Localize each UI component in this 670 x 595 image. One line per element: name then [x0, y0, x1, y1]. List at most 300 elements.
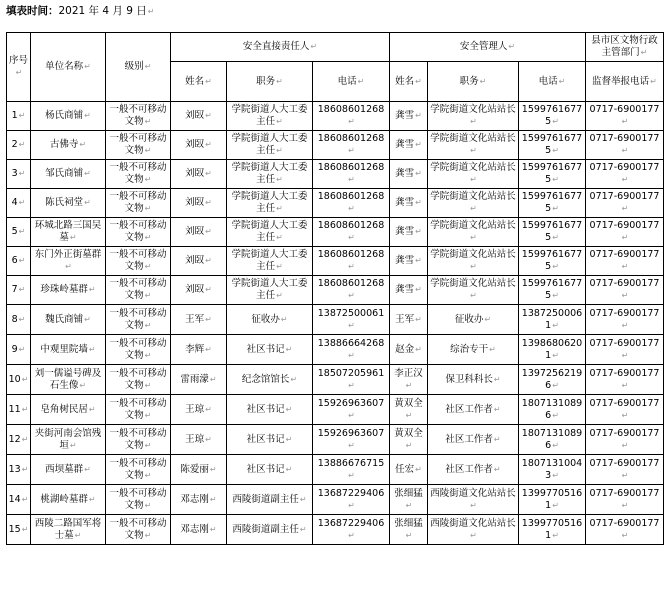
- cell-direct-name: 刘臤↵: [171, 247, 227, 276]
- paragraph-mark-icon: ↵: [621, 175, 629, 184]
- cell-manager-name: 张细猛↵: [390, 515, 428, 545]
- cell-direct-phone: 18608601268↵: [313, 131, 390, 160]
- cell-seq: 5↵: [7, 218, 31, 247]
- cell-direct-position: 纪念馆馆长↵: [227, 365, 313, 395]
- cell-manager-name: 王军↵: [390, 305, 428, 335]
- cell-manager-phone: 13872500061↵: [519, 305, 586, 335]
- cell-seq: 14↵: [7, 485, 31, 515]
- cell-level: 一般不可移动文物↵: [106, 276, 171, 305]
- paragraph-mark-icon: ↵: [144, 410, 152, 420]
- fill-date-value: 2021 年 4 月 9 日: [58, 5, 147, 17]
- cell-direct-phone: 13872500061↵: [313, 305, 390, 335]
- paragraph-mark-icon: ↵: [621, 204, 629, 213]
- paragraph-mark-icon: ↵: [69, 440, 77, 450]
- cell-direct-phone: 18608601268↵: [313, 160, 390, 189]
- table-row: [7, 276, 664, 305]
- table-row: [7, 160, 664, 189]
- paragraph-mark-icon: ↵: [21, 464, 29, 474]
- paragraph-mark-icon: ↵: [205, 285, 212, 294]
- paragraph-mark-icon: ↵: [280, 314, 288, 324]
- heritage-safety-table: [6, 32, 664, 545]
- fill-date: [6, 3, 154, 18]
- paragraph-mark-icon: ↵: [21, 494, 29, 504]
- paragraph-mark-icon: ↵: [144, 175, 152, 184]
- cell-seq: 1↵: [7, 102, 31, 131]
- cell-level: 一般不可移动文物↵: [106, 131, 171, 160]
- paragraph-mark-icon: ↵: [470, 146, 477, 155]
- paragraph-mark-icon: ↵: [276, 204, 283, 213]
- cell-manager-position: 保卫科科长↵: [428, 365, 519, 395]
- cell-manager-position: 社区工作者↵: [428, 395, 519, 425]
- paragraph-mark-icon: ↵: [348, 117, 355, 126]
- cell-seq: 3↵: [7, 160, 31, 189]
- cell-direct-phone: 15926963607↵: [313, 425, 390, 455]
- cell-direct-phone: 18507205961↵: [313, 365, 390, 395]
- cell-supervise-phone: 0717-6900177↵: [586, 485, 664, 515]
- cell-manager-phone: 15997616775↵: [519, 276, 586, 305]
- paragraph-mark-icon: ↵: [79, 140, 87, 149]
- table-row: [7, 102, 664, 131]
- paragraph-mark-icon: ↵: [144, 380, 152, 390]
- paragraph-mark-icon: ↵: [205, 140, 212, 149]
- cell-direct-position: 学院街道人大工委主任↵: [227, 276, 313, 305]
- paragraph-mark-icon: ↵: [144, 500, 152, 510]
- cell-manager-phone: 15997616775↵: [519, 247, 586, 276]
- header-manager-name: 姓名↵: [390, 62, 428, 102]
- paragraph-mark-icon: ↵: [415, 140, 422, 149]
- paragraph-mark-icon: ↵: [18, 169, 26, 178]
- paragraph-mark-icon: ↵: [205, 404, 212, 414]
- table-row: [7, 218, 664, 247]
- paragraph-mark-icon: ↵: [621, 500, 629, 510]
- paragraph-mark-icon: ↵: [84, 464, 91, 474]
- cell-unit: 杨氏商铺↵: [31, 102, 106, 131]
- paragraph-mark-icon: ↵: [405, 410, 413, 420]
- paragraph-mark-icon: ↵: [415, 227, 422, 236]
- cell-manager-phone: 18071310043↵: [519, 455, 586, 485]
- cell-direct-name: 刘臤↵: [171, 131, 227, 160]
- paragraph-mark-icon: ↵: [21, 434, 29, 444]
- paragraph-mark-icon: ↵: [144, 233, 152, 242]
- paragraph-mark-icon: ↵: [285, 464, 293, 474]
- paragraph-mark-icon: ↵: [415, 344, 422, 354]
- paragraph-mark-icon: ↵: [144, 320, 152, 330]
- paragraph-mark-icon: ↵: [144, 350, 152, 360]
- cell-level: 一般不可移动文物↵: [106, 247, 171, 276]
- paragraph-mark-icon: ↵: [276, 175, 283, 184]
- paragraph-mark-icon: ↵: [299, 494, 307, 504]
- header-unit: 单位名称↵: [31, 33, 106, 102]
- paragraph-mark-icon: ↵: [415, 285, 422, 294]
- paragraph-mark-icon: ↵: [88, 404, 96, 414]
- cell-direct-name: 刘臤↵: [171, 276, 227, 305]
- table-row: [7, 305, 664, 335]
- table-row: [7, 515, 664, 545]
- cell-supervise-phone: 0717-6900177↵: [586, 276, 664, 305]
- cell-seq: 9↵: [7, 335, 31, 365]
- paragraph-mark-icon: ↵: [552, 175, 559, 184]
- paragraph-mark-icon: ↵: [348, 530, 355, 540]
- cell-manager-position: 社区工作者↵: [428, 455, 519, 485]
- paragraph-mark-icon: ↵: [209, 374, 217, 384]
- cell-manager-position: 学院街道文化站站长↵: [428, 160, 519, 189]
- cell-direct-name: 邓志刚↵: [171, 485, 227, 515]
- paragraph-mark-icon: ↵: [493, 464, 501, 474]
- paragraph-mark-icon: ↵: [348, 440, 355, 450]
- cell-manager-name: 龚雪↵: [390, 131, 428, 160]
- paragraph-mark-icon: ↵: [205, 169, 212, 178]
- paragraph-mark-icon: ↵: [621, 440, 629, 450]
- cell-manager-phone: 15997616775↵: [519, 131, 586, 160]
- paragraph-mark-icon: ↵: [18, 111, 26, 120]
- fill-date-label: 填表时间：: [6, 5, 59, 17]
- cell-seq: 10↵: [7, 365, 31, 395]
- cell-unit: 古佛寺↵: [31, 131, 106, 160]
- paragraph-mark-icon: ↵: [348, 380, 355, 390]
- paragraph-mark-icon: ↵: [621, 530, 629, 540]
- cell-direct-position: 社区书记↵: [227, 335, 313, 365]
- paragraph-mark-icon: ↵: [493, 374, 501, 384]
- cell-manager-phone: 13986806201↵: [519, 335, 586, 365]
- paragraph-mark-icon: ↵: [348, 175, 355, 184]
- paragraph-mark-icon: ↵: [470, 530, 477, 540]
- cell-supervise-phone: 0717-6900177↵: [586, 425, 664, 455]
- paragraph-mark-icon: ↵: [552, 470, 559, 480]
- paragraph-mark-icon: ↵: [415, 256, 422, 265]
- paragraph-mark-icon: ↵: [205, 344, 212, 354]
- cell-seq: 2↵: [7, 131, 31, 160]
- paragraph-mark-icon: ↵: [470, 117, 477, 126]
- header-row-groups: [7, 33, 664, 62]
- cell-seq: 12↵: [7, 425, 31, 455]
- cell-level: 一般不可移动文物↵: [106, 395, 171, 425]
- paragraph-mark-icon: ↵: [405, 380, 413, 390]
- paragraph-mark-icon: ↵: [415, 111, 422, 120]
- paragraph-mark-icon: ↵: [285, 344, 293, 354]
- paragraph-mark-icon: ↵: [470, 204, 477, 213]
- paragraph-mark-icon: ↵: [552, 204, 559, 213]
- cell-direct-name: 刘臤↵: [171, 189, 227, 218]
- cell-seq: 11↵: [7, 395, 31, 425]
- paragraph-mark-icon: ↵: [79, 380, 87, 390]
- paragraph-mark-icon: ↵: [621, 117, 629, 126]
- cell-level: 一般不可移动文物↵: [106, 160, 171, 189]
- paragraph-mark-icon: ↵: [21, 404, 29, 414]
- paragraph-mark-icon: ↵: [276, 117, 283, 126]
- paragraph-mark-icon: ↵: [144, 146, 152, 155]
- paragraph-mark-icon: ↵: [348, 204, 355, 213]
- cell-unit: 刘一儒谥号碑及石生像↵: [31, 365, 106, 395]
- paragraph-mark-icon: ↵: [290, 374, 298, 384]
- paragraph-mark-icon: ↵: [552, 262, 559, 271]
- cell-manager-name: 龚雪↵: [390, 189, 428, 218]
- paragraph-mark-icon: ↵: [84, 169, 91, 178]
- cell-level: 一般不可移动文物↵: [106, 515, 171, 545]
- cell-manager-position: 综治专干↵: [428, 335, 519, 365]
- paragraph-mark-icon: ↵: [621, 350, 629, 360]
- paragraph-mark-icon: ↵: [621, 470, 629, 480]
- paragraph-mark-icon: ↵: [88, 285, 96, 294]
- paragraph-mark-icon: ↵: [205, 314, 212, 324]
- cell-manager-name: 黄双全↵: [390, 395, 428, 425]
- header-direct-name: 姓名↵: [171, 62, 227, 102]
- cell-direct-position: 学院街道人大工委主任↵: [227, 189, 313, 218]
- paragraph-mark-icon: ↵: [18, 344, 26, 354]
- paragraph-mark-icon: ↵: [276, 262, 283, 271]
- paragraph-mark-icon: ↵: [74, 530, 82, 540]
- cell-manager-phone: 18071310896↵: [519, 425, 586, 455]
- cell-manager-name: 张细猛↵: [390, 485, 428, 515]
- cell-supervise-phone: 0717-6900177↵: [586, 395, 664, 425]
- header-supervise-phone: 监督举报电话↵: [586, 62, 664, 102]
- cell-supervise-phone: 0717-6900177↵: [586, 189, 664, 218]
- cell-seq: 8↵: [7, 305, 31, 335]
- cell-unit: 东门外正街墓群↵: [31, 247, 106, 276]
- header-direct-position: 职务↵: [227, 62, 313, 102]
- paragraph-mark-icon: ↵: [552, 440, 559, 450]
- cell-direct-name: 王琼↵: [171, 395, 227, 425]
- header-seq: 序号↵: [7, 33, 31, 102]
- paragraph-mark-icon: ↵: [552, 500, 559, 510]
- paragraph-mark-icon: ↵: [209, 524, 217, 534]
- paragraph-mark-icon: ↵: [348, 500, 355, 510]
- cell-direct-position: 社区书记↵: [227, 425, 313, 455]
- paragraph-mark-icon: ↵: [147, 7, 155, 16]
- cell-manager-phone: 18071310896↵: [519, 395, 586, 425]
- cell-unit: 西陵二路国军将士墓↵: [31, 515, 106, 545]
- table-row: [7, 247, 664, 276]
- paragraph-mark-icon: ↵: [205, 227, 212, 236]
- cell-manager-position: 西陵街道文化站站长↵: [428, 515, 519, 545]
- paragraph-mark-icon: ↵: [621, 262, 629, 271]
- paragraph-mark-icon: ↵: [493, 404, 501, 414]
- paragraph-mark-icon: ↵: [621, 233, 629, 242]
- cell-direct-name: 刘臤↵: [171, 102, 227, 131]
- cell-direct-position: 学院街道人大工委主任↵: [227, 102, 313, 131]
- cell-seq: 6↵: [7, 247, 31, 276]
- cell-unit: 魏氏商铺↵: [31, 305, 106, 335]
- paragraph-mark-icon: ↵: [405, 440, 413, 450]
- paragraph-mark-icon: ↵: [144, 470, 152, 480]
- cell-direct-phone: 13886676715↵: [313, 455, 390, 485]
- header-manager-group: 安全管理人↵: [390, 33, 586, 62]
- cell-direct-phone: 18608601268↵: [313, 189, 390, 218]
- table-row: [7, 365, 664, 395]
- cell-unit: 邹氏商铺↵: [31, 160, 106, 189]
- table-row: [7, 455, 664, 485]
- cell-supervise-phone: 0717-6900177↵: [586, 455, 664, 485]
- paragraph-mark-icon: ↵: [144, 262, 152, 271]
- paragraph-mark-icon: ↵: [348, 262, 355, 271]
- cell-direct-name: 邓志刚↵: [171, 515, 227, 545]
- cell-unit: 环城北路三国吴墓↵: [31, 218, 106, 247]
- cell-manager-position: 社区工作者↵: [428, 425, 519, 455]
- paragraph-mark-icon: ↵: [470, 262, 477, 271]
- paragraph-mark-icon: ↵: [144, 530, 152, 540]
- cell-direct-position: 社区书记↵: [227, 455, 313, 485]
- cell-unit: 中观里院墙↵: [31, 335, 106, 365]
- paragraph-mark-icon: ↵: [470, 233, 477, 242]
- paragraph-mark-icon: ↵: [21, 374, 29, 384]
- table-row: [7, 395, 664, 425]
- table-row: [7, 131, 664, 160]
- cell-level: 一般不可移动文物↵: [106, 189, 171, 218]
- paragraph-mark-icon: ↵: [621, 380, 629, 390]
- cell-direct-name: 王琼↵: [171, 425, 227, 455]
- paragraph-mark-icon: ↵: [552, 380, 559, 390]
- table-row: [7, 189, 664, 218]
- cell-direct-position: 学院街道人大工委主任↵: [227, 218, 313, 247]
- paragraph-mark-icon: ↵: [415, 314, 422, 324]
- paragraph-mark-icon: ↵: [65, 262, 72, 271]
- paragraph-mark-icon: ↵: [144, 204, 152, 213]
- header-level: 级别↵: [106, 33, 171, 102]
- cell-supervise-phone: 0717-6900177↵: [586, 160, 664, 189]
- cell-direct-position: 学院街道人大工委主任↵: [227, 247, 313, 276]
- cell-level: 一般不可移动文物↵: [106, 455, 171, 485]
- cell-unit: 西坝墓群↵: [31, 455, 106, 485]
- paragraph-mark-icon: ↵: [348, 320, 355, 330]
- paragraph-mark-icon: ↵: [621, 291, 629, 300]
- paragraph-mark-icon: ↵: [415, 198, 422, 207]
- cell-manager-position: 征收办↵: [428, 305, 519, 335]
- header-supervisor-group: 县市区文物行政主管部门↵: [586, 33, 664, 62]
- cell-unit: 夹街河南会馆残垣↵: [31, 425, 106, 455]
- paragraph-mark-icon: ↵: [285, 404, 293, 414]
- paragraph-mark-icon: ↵: [205, 256, 212, 265]
- paragraph-mark-icon: ↵: [405, 500, 413, 510]
- paragraph-mark-icon: ↵: [552, 320, 559, 330]
- paragraph-mark-icon: ↵: [285, 434, 293, 444]
- cell-manager-phone: 13997705161↵: [519, 485, 586, 515]
- paragraph-mark-icon: ↵: [348, 291, 355, 300]
- table-row: [7, 425, 664, 455]
- cell-manager-name: 任宏↵: [390, 455, 428, 485]
- cell-manager-phone: 13972562196↵: [519, 365, 586, 395]
- cell-direct-name: 雷雨濛↵: [171, 365, 227, 395]
- cell-manager-position: 学院街道文化站站长↵: [428, 218, 519, 247]
- cell-manager-phone: 15997616775↵: [519, 160, 586, 189]
- paragraph-mark-icon: ↵: [18, 256, 26, 265]
- paragraph-mark-icon: ↵: [144, 440, 152, 450]
- cell-supervise-phone: 0717-6900177↵: [586, 102, 664, 131]
- cell-level: 一般不可移动文物↵: [106, 305, 171, 335]
- cell-seq: 15↵: [7, 515, 31, 545]
- cell-direct-name: 王军↵: [171, 305, 227, 335]
- paragraph-mark-icon: ↵: [415, 464, 422, 474]
- cell-manager-name: 龚雪↵: [390, 276, 428, 305]
- paragraph-mark-icon: ↵: [205, 434, 212, 444]
- paragraph-mark-icon: ↵: [18, 285, 26, 294]
- paragraph-mark-icon: ↵: [405, 530, 413, 540]
- cell-direct-position: 征收办↵: [227, 305, 313, 335]
- paragraph-mark-icon: ↵: [348, 233, 355, 242]
- paragraph-mark-icon: ↵: [621, 320, 629, 330]
- paragraph-mark-icon: ↵: [84, 111, 91, 120]
- cell-direct-position: 学院街道人大工委主任↵: [227, 160, 313, 189]
- paragraph-mark-icon: ↵: [552, 350, 559, 360]
- cell-level: 一般不可移动文物↵: [106, 485, 171, 515]
- cell-supervise-phone: 0717-6900177↵: [586, 365, 664, 395]
- cell-direct-phone: 13687229406↵: [313, 485, 390, 515]
- paragraph-mark-icon: ↵: [470, 291, 477, 300]
- paragraph-mark-icon: ↵: [276, 233, 283, 242]
- paragraph-mark-icon: ↵: [299, 524, 307, 534]
- cell-direct-name: 陈爱丽↵: [171, 455, 227, 485]
- cell-manager-name: 赵金↵: [390, 335, 428, 365]
- paragraph-mark-icon: ↵: [552, 291, 559, 300]
- paragraph-mark-icon: ↵: [552, 146, 559, 155]
- cell-unit: 桃湖岭墓群↵: [31, 485, 106, 515]
- paragraph-mark-icon: ↵: [205, 198, 212, 207]
- cell-manager-position: 学院街道文化站站长↵: [428, 102, 519, 131]
- paragraph-mark-icon: ↵: [276, 146, 283, 155]
- paragraph-mark-icon: ↵: [144, 291, 152, 300]
- cell-manager-phone: 15997616775↵: [519, 218, 586, 247]
- cell-direct-position: 学院街道人大工委主任↵: [227, 131, 313, 160]
- cell-unit: 陈氏祠堂↵: [31, 189, 106, 218]
- cell-unit: 珍珠岭墓群↵: [31, 276, 106, 305]
- cell-manager-phone: 15997616775↵: [519, 102, 586, 131]
- paragraph-mark-icon: ↵: [276, 291, 283, 300]
- header-manager-position: 职务↵: [428, 62, 519, 102]
- cell-direct-name: 刘臤↵: [171, 218, 227, 247]
- header-direct-phone: 电话↵: [313, 62, 390, 102]
- cell-direct-position: 西陵街道副主任↵: [227, 515, 313, 545]
- paragraph-mark-icon: ↵: [88, 494, 96, 504]
- cell-direct-phone: 13886664268↵: [313, 335, 390, 365]
- paragraph-mark-icon: ↵: [84, 198, 91, 207]
- paragraph-mark-icon: ↵: [621, 146, 629, 155]
- cell-supervise-phone: 0717-6900177↵: [586, 218, 664, 247]
- paragraph-mark-icon: ↵: [69, 233, 77, 242]
- cell-direct-name: 李辉↵: [171, 335, 227, 365]
- cell-direct-phone: 18608601268↵: [313, 218, 390, 247]
- paragraph-mark-icon: ↵: [209, 494, 217, 504]
- cell-seq: 7↵: [7, 276, 31, 305]
- cell-level: 一般不可移动文物↵: [106, 425, 171, 455]
- cell-manager-name: 龚雪↵: [390, 247, 428, 276]
- paragraph-mark-icon: ↵: [18, 314, 26, 324]
- cell-manager-phone: 13997705161↵: [519, 515, 586, 545]
- paragraph-mark-icon: ↵: [470, 175, 477, 184]
- cell-supervise-phone: 0717-6900177↵: [586, 335, 664, 365]
- cell-manager-position: 学院街道文化站站长↵: [428, 131, 519, 160]
- cell-manager-position: 西陵街道文化站站长↵: [428, 485, 519, 515]
- cell-manager-name: 李正汉↵: [390, 365, 428, 395]
- cell-unit: 皂角树民居↵: [31, 395, 106, 425]
- header-direct-group: 安全直接责任人↵: [171, 33, 390, 62]
- cell-direct-phone: 15926963607↵: [313, 395, 390, 425]
- cell-seq: 13↵: [7, 455, 31, 485]
- paragraph-mark-icon: ↵: [84, 314, 91, 324]
- paragraph-mark-icon: ↵: [552, 410, 559, 420]
- paragraph-mark-icon: ↵: [348, 410, 355, 420]
- cell-manager-name: 龚雪↵: [390, 102, 428, 131]
- paragraph-mark-icon: ↵: [18, 227, 26, 236]
- paragraph-mark-icon: ↵: [493, 434, 501, 444]
- cell-level: 一般不可移动文物↵: [106, 335, 171, 365]
- cell-supervise-phone: 0717-6900177↵: [586, 515, 664, 545]
- cell-direct-phone: 18608601268↵: [313, 276, 390, 305]
- table-row: [7, 485, 664, 515]
- paragraph-mark-icon: ↵: [552, 233, 559, 242]
- cell-manager-name: 龚雪↵: [390, 218, 428, 247]
- header-manager-phone: 电话↵: [519, 62, 586, 102]
- paragraph-mark-icon: ↵: [144, 117, 152, 126]
- cell-direct-position: 西陵街道副主任↵: [227, 485, 313, 515]
- cell-manager-position: 学院街道文化站站长↵: [428, 276, 519, 305]
